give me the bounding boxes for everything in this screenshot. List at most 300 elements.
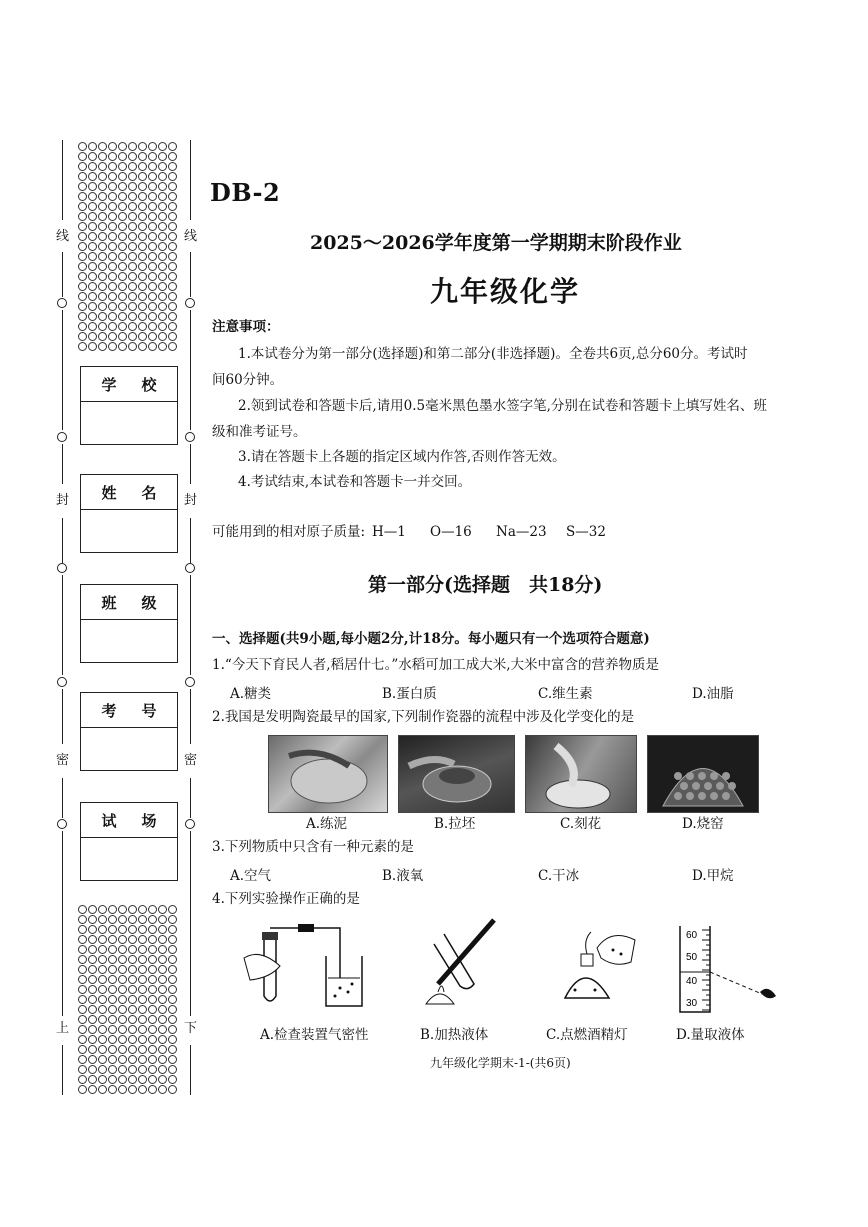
dot bbox=[148, 302, 157, 311]
q3-option-c[interactable]: C.干冰 bbox=[538, 868, 580, 884]
dot bbox=[138, 292, 147, 301]
graduated-cylinder-diagram bbox=[674, 922, 784, 1016]
dot bbox=[128, 192, 137, 201]
dot bbox=[98, 1025, 107, 1034]
dot bbox=[108, 162, 117, 171]
dot bbox=[98, 995, 107, 1004]
kiln-pot bbox=[710, 792, 718, 800]
dot bbox=[158, 1025, 167, 1034]
dot bbox=[168, 945, 177, 954]
dot bbox=[148, 282, 157, 291]
cylinder-tick-50: 50 bbox=[686, 952, 698, 963]
binding-char-left-4: 上 bbox=[56, 1021, 70, 1036]
dot bbox=[138, 262, 147, 271]
dot bbox=[78, 1085, 87, 1094]
dot bbox=[138, 1025, 147, 1034]
dot bbox=[98, 142, 107, 151]
dot bbox=[108, 985, 117, 994]
dot bbox=[158, 1075, 167, 1084]
dot bbox=[98, 985, 107, 994]
kiln-pot bbox=[710, 772, 718, 780]
dot bbox=[158, 955, 167, 964]
dot bbox=[108, 242, 117, 251]
name-box[interactable] bbox=[80, 474, 178, 553]
dot bbox=[138, 222, 147, 231]
part1-instructions: 一、选择题(共9小题,每小题2分,计18分。每小题只有一个选项符合题意) bbox=[212, 631, 650, 647]
dot bbox=[158, 232, 167, 241]
heating-liquid-diagram bbox=[404, 914, 504, 1018]
dot bbox=[138, 162, 147, 171]
dot bbox=[118, 1035, 127, 1044]
dot bbox=[128, 965, 137, 974]
dot bbox=[168, 172, 177, 181]
part1-title: 第一部分(选择题 共18分) bbox=[368, 574, 603, 596]
carving-photo bbox=[525, 735, 637, 813]
dot bbox=[158, 292, 167, 301]
dot bbox=[78, 222, 87, 231]
school-label-a: 学 bbox=[101, 375, 117, 394]
dot bbox=[118, 232, 127, 241]
dot bbox=[168, 332, 177, 341]
dot bbox=[78, 955, 87, 964]
notice-heading: 注意事项： bbox=[212, 319, 280, 335]
dot bbox=[158, 302, 167, 311]
dot bbox=[158, 332, 167, 341]
dot bbox=[148, 322, 157, 331]
lighting-alcohol-lamp-diagram bbox=[545, 918, 655, 1018]
dot bbox=[118, 282, 127, 291]
dot bbox=[98, 312, 107, 321]
dot bbox=[168, 965, 177, 974]
q2-option-d[interactable]: D.烧窑 bbox=[682, 816, 724, 832]
paper-title: 2025～2026学年度第一学期期末阶段作业 bbox=[310, 232, 682, 254]
exam-number-box[interactable] bbox=[80, 692, 178, 771]
dot bbox=[128, 322, 137, 331]
dot bbox=[128, 1035, 137, 1044]
dot bbox=[168, 242, 177, 251]
notice-item-4: 4.考试结束,本试卷和答题卡一并交回。 bbox=[238, 474, 472, 490]
dot bbox=[108, 182, 117, 191]
q2-stem: 2.我国是发明陶瓷最早的国家,下列制作瓷器的流程中涉及化学变化的是 bbox=[212, 709, 635, 725]
dot bbox=[88, 322, 97, 331]
dot bbox=[138, 242, 147, 251]
dot bbox=[118, 272, 127, 281]
dot bbox=[128, 342, 137, 351]
dot bbox=[138, 202, 147, 211]
dot bbox=[128, 182, 137, 191]
kiln-pot bbox=[704, 782, 712, 790]
school-label-b: 校 bbox=[141, 375, 157, 394]
dot bbox=[108, 955, 117, 964]
dot bbox=[118, 975, 127, 984]
dot bbox=[128, 292, 137, 301]
dot bbox=[168, 975, 177, 984]
dot bbox=[148, 965, 157, 974]
dot bbox=[78, 302, 87, 311]
dot bbox=[138, 272, 147, 281]
dot bbox=[148, 1015, 157, 1024]
dot bbox=[108, 282, 117, 291]
dot bbox=[88, 312, 97, 321]
dot bbox=[128, 262, 137, 271]
dot bbox=[108, 1085, 117, 1094]
dot bbox=[108, 945, 117, 954]
q4-option-b[interactable]: B.加热液体 bbox=[420, 1027, 489, 1043]
dot bbox=[128, 162, 137, 171]
school-box[interactable] bbox=[80, 366, 178, 445]
dot bbox=[138, 322, 147, 331]
dot bbox=[98, 152, 107, 161]
dot bbox=[88, 1025, 97, 1034]
dot bbox=[148, 1035, 157, 1044]
dot bbox=[118, 945, 127, 954]
dot bbox=[88, 905, 97, 914]
dot bbox=[158, 1045, 167, 1054]
dot bbox=[158, 985, 167, 994]
kiln-pot bbox=[674, 792, 682, 800]
class-label-b: 级 bbox=[141, 593, 157, 612]
dot bbox=[168, 232, 177, 241]
dot bbox=[168, 192, 177, 201]
dot bbox=[88, 915, 97, 924]
kiln-pot bbox=[722, 772, 730, 780]
dot bbox=[128, 172, 137, 181]
dot bbox=[118, 332, 127, 341]
dot bbox=[98, 272, 107, 281]
dot bbox=[138, 955, 147, 964]
binding-char-right-2: 封 bbox=[184, 493, 198, 508]
dot bbox=[88, 1085, 97, 1094]
dot bbox=[108, 272, 117, 281]
dot bbox=[78, 1075, 87, 1084]
dot bbox=[158, 142, 167, 151]
dot bbox=[148, 1045, 157, 1054]
dot bbox=[88, 262, 97, 271]
dot bbox=[158, 1065, 167, 1074]
dot bbox=[168, 1075, 177, 1084]
dot bbox=[148, 1005, 157, 1014]
dot bbox=[78, 1015, 87, 1024]
dot bbox=[98, 302, 107, 311]
dot bbox=[78, 252, 87, 261]
dot bbox=[158, 252, 167, 261]
dot bbox=[118, 342, 127, 351]
binding-char-left-3: 密 bbox=[56, 753, 70, 768]
dot bbox=[78, 1005, 87, 1014]
dot bbox=[88, 142, 97, 151]
dot bbox=[78, 292, 87, 301]
dot bbox=[118, 162, 127, 171]
q2-option-c[interactable]: C.刻花 bbox=[560, 816, 602, 832]
dot bbox=[78, 1025, 87, 1034]
dot bbox=[168, 202, 177, 211]
notice-item-2-line-2: 级和准考证号。 bbox=[212, 424, 307, 440]
dot bbox=[138, 192, 147, 201]
q3-option-d[interactable]: D.甲烷 bbox=[692, 868, 734, 884]
dot bbox=[98, 935, 107, 944]
q4-option-c[interactable]: C.点燃酒精灯 bbox=[546, 1027, 628, 1043]
dot bbox=[158, 242, 167, 251]
q1-option-c[interactable]: C.维生素 bbox=[538, 686, 593, 702]
dot bbox=[138, 905, 147, 914]
dot bbox=[168, 1025, 177, 1034]
dot bbox=[168, 292, 177, 301]
dot bbox=[118, 152, 127, 161]
dot bbox=[138, 1055, 147, 1064]
dot bbox=[148, 945, 157, 954]
q3-option-b[interactable]: B.液氧 bbox=[382, 868, 424, 884]
binding-char-right-4: 下 bbox=[184, 1021, 198, 1036]
dot bbox=[98, 342, 107, 351]
dot bbox=[78, 995, 87, 1004]
dot bbox=[118, 182, 127, 191]
dot bbox=[168, 1005, 177, 1014]
q3-option-a[interactable]: A.空气 bbox=[230, 868, 272, 884]
class-box[interactable] bbox=[80, 584, 178, 663]
dot bbox=[78, 985, 87, 994]
dot bbox=[148, 1085, 157, 1094]
kiln-pot bbox=[728, 782, 736, 790]
dot bbox=[148, 1065, 157, 1074]
dot bbox=[88, 965, 97, 974]
dot bbox=[88, 1075, 97, 1084]
q2-option-b[interactable]: B.拉坯 bbox=[434, 816, 476, 832]
dot bbox=[158, 312, 167, 321]
dot bbox=[78, 1065, 87, 1074]
dot bbox=[148, 262, 157, 271]
dot bbox=[158, 182, 167, 191]
dot bbox=[88, 202, 97, 211]
dot bbox=[98, 182, 107, 191]
dot bbox=[118, 142, 127, 151]
dot bbox=[98, 1065, 107, 1074]
dot bbox=[158, 965, 167, 974]
dot bbox=[88, 152, 97, 161]
dot bbox=[98, 162, 107, 171]
dot bbox=[98, 1045, 107, 1054]
dot bbox=[118, 212, 127, 221]
dot bbox=[168, 1065, 177, 1074]
dot bbox=[128, 1085, 137, 1094]
dot bbox=[88, 1045, 97, 1054]
dot bbox=[88, 222, 97, 231]
kiln-pot bbox=[686, 792, 694, 800]
dot bbox=[98, 332, 107, 341]
q3-stem: 3.下列物质中只含有一种元素的是 bbox=[212, 839, 414, 855]
dot bbox=[138, 302, 147, 311]
dot bbox=[98, 1085, 107, 1094]
dot bbox=[108, 1015, 117, 1024]
dot bbox=[158, 192, 167, 201]
dot bbox=[78, 945, 87, 954]
notice-item-1-line-1: 1.本试卷分为第一部分(选择题)和第二部分(非选择题)。全卷共6页,总分60分。考试时 bbox=[238, 346, 748, 362]
dot bbox=[98, 1005, 107, 1014]
dot bbox=[158, 262, 167, 271]
name-label-b: 名 bbox=[141, 483, 157, 502]
dot bbox=[78, 202, 87, 211]
q2-option-a[interactable]: A.练泥 bbox=[306, 816, 348, 832]
dot bbox=[88, 282, 97, 291]
dot bbox=[158, 282, 167, 291]
dot bbox=[88, 1065, 97, 1074]
dot bbox=[118, 1005, 127, 1014]
dot bbox=[168, 995, 177, 1004]
dot bbox=[98, 1055, 107, 1064]
dot bbox=[98, 322, 107, 331]
dot bbox=[138, 142, 147, 151]
dot bbox=[118, 965, 127, 974]
dot bbox=[108, 332, 117, 341]
dot bbox=[148, 162, 157, 171]
dot bbox=[128, 202, 137, 211]
dot bbox=[98, 192, 107, 201]
dot bbox=[108, 995, 117, 1004]
dot bbox=[98, 282, 107, 291]
dot bbox=[98, 202, 107, 211]
dot bbox=[118, 985, 127, 994]
dot bbox=[168, 925, 177, 934]
dot bbox=[98, 1075, 107, 1084]
dot bbox=[158, 995, 167, 1004]
dot bbox=[78, 312, 87, 321]
kiln-pot bbox=[722, 792, 730, 800]
cylinder-tick-40: 40 bbox=[686, 976, 698, 987]
q4-stem: 4.下列实验操作正确的是 bbox=[212, 891, 360, 907]
dot bbox=[128, 1005, 137, 1014]
cylinder-tick-60: 60 bbox=[686, 930, 698, 941]
dot bbox=[118, 322, 127, 331]
dot bbox=[148, 252, 157, 261]
dot bbox=[148, 312, 157, 321]
dot bbox=[128, 915, 137, 924]
q1-option-d[interactable]: D.油脂 bbox=[692, 686, 734, 702]
dot bbox=[158, 925, 167, 934]
atomic-mass-s: S—32 bbox=[566, 524, 606, 540]
dot bbox=[148, 182, 157, 191]
exam-room-box[interactable] bbox=[80, 802, 178, 881]
dot bbox=[128, 1075, 137, 1084]
atomic-mass-label: 可能用到的相对原子质量: bbox=[212, 524, 366, 540]
dot bbox=[88, 212, 97, 221]
dot bbox=[78, 965, 87, 974]
dot bbox=[158, 202, 167, 211]
dot bbox=[108, 152, 117, 161]
dot bbox=[108, 172, 117, 181]
dot bbox=[128, 1065, 137, 1074]
dot bbox=[108, 342, 117, 351]
dot bbox=[138, 1075, 147, 1084]
q4-option-a[interactable]: A.检查装置气密性 bbox=[260, 1027, 369, 1043]
dot bbox=[168, 272, 177, 281]
dot bbox=[128, 955, 137, 964]
dot bbox=[98, 925, 107, 934]
dot bbox=[148, 342, 157, 351]
page-footer: 九年级化学期末-1-(共6页) bbox=[430, 1056, 571, 1070]
q4-option-d[interactable]: D.量取液体 bbox=[676, 1027, 745, 1043]
dot bbox=[78, 332, 87, 341]
dot bbox=[88, 162, 97, 171]
dot bbox=[128, 1055, 137, 1064]
kiln-pot bbox=[698, 772, 706, 780]
class-label-a: 班 bbox=[101, 593, 117, 612]
dot bbox=[78, 1055, 87, 1064]
dot bbox=[108, 925, 117, 934]
binding-char-right-1: 线 bbox=[184, 229, 198, 244]
dot bbox=[148, 1075, 157, 1084]
dot bbox=[88, 302, 97, 311]
dot bbox=[158, 222, 167, 231]
q1-option-b[interactable]: B.蛋白质 bbox=[382, 686, 437, 702]
dot bbox=[118, 242, 127, 251]
dot bbox=[78, 935, 87, 944]
dot bbox=[98, 262, 107, 271]
dot bbox=[148, 915, 157, 924]
dot bbox=[158, 1015, 167, 1024]
dot bbox=[118, 915, 127, 924]
dot bbox=[98, 945, 107, 954]
dot bbox=[148, 172, 157, 181]
dot bbox=[118, 202, 127, 211]
dot bbox=[148, 975, 157, 984]
dot bbox=[128, 302, 137, 311]
dot bbox=[98, 252, 107, 261]
q1-option-a[interactable]: A.糖类 bbox=[230, 686, 272, 702]
binding-char-left-2: 封 bbox=[56, 493, 70, 508]
dot bbox=[138, 282, 147, 291]
dot bbox=[158, 322, 167, 331]
dot bbox=[78, 152, 87, 161]
dot bbox=[78, 1045, 87, 1054]
dot bbox=[148, 232, 157, 241]
dot bbox=[168, 1045, 177, 1054]
dot bbox=[148, 152, 157, 161]
dot bbox=[168, 162, 177, 171]
dot bbox=[108, 212, 117, 221]
dot bbox=[88, 995, 97, 1004]
dot bbox=[158, 1005, 167, 1014]
dot bbox=[138, 935, 147, 944]
dot bbox=[108, 1005, 117, 1014]
dot bbox=[88, 182, 97, 191]
dot bbox=[158, 915, 167, 924]
dot bbox=[138, 1035, 147, 1044]
kiln-pot bbox=[680, 782, 688, 790]
dot bbox=[128, 232, 137, 241]
dot bbox=[148, 935, 157, 944]
dot bbox=[148, 192, 157, 201]
cylinder-tick-30: 30 bbox=[686, 998, 698, 1009]
dot bbox=[108, 322, 117, 331]
dot bbox=[158, 162, 167, 171]
dot bbox=[168, 1015, 177, 1024]
clay-kneading-photo bbox=[268, 735, 388, 813]
dot bbox=[88, 172, 97, 181]
notice-item-3: 3.请在答题卡上各题的指定区域内作答,否则作答无效。 bbox=[238, 449, 566, 465]
dot bbox=[118, 925, 127, 934]
notice-item-2-line-1: 2.领到试卷和答题卡后,请用0.5毫米黑色墨水签字笔,分别在试卷和答题卡上填写姓名、班 bbox=[238, 398, 767, 414]
dot bbox=[138, 1005, 147, 1014]
dot bbox=[168, 212, 177, 221]
dot bbox=[158, 945, 167, 954]
dot bbox=[138, 985, 147, 994]
dot bbox=[108, 1045, 117, 1054]
kiln-firing-photo bbox=[647, 735, 759, 813]
dot bbox=[88, 292, 97, 301]
dot bbox=[148, 995, 157, 1004]
dot bbox=[108, 965, 117, 974]
dot bbox=[128, 222, 137, 231]
dot bbox=[148, 955, 157, 964]
